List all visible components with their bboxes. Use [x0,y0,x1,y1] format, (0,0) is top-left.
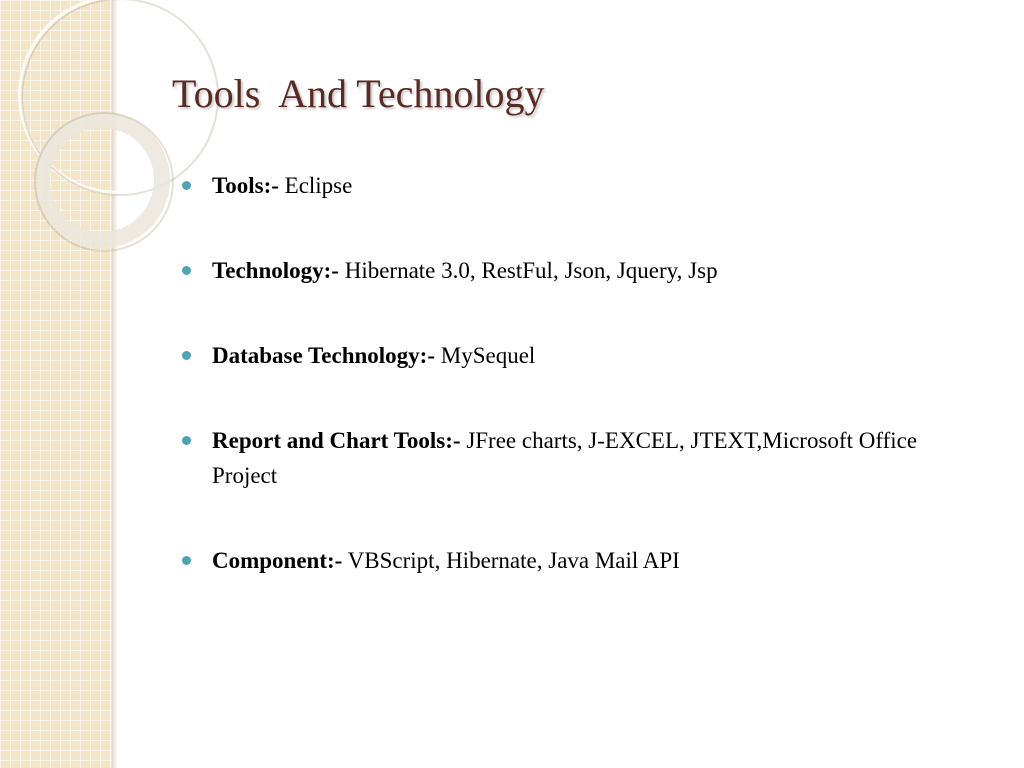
bullet-label: Database Technology:- [212,343,435,368]
small-ring-shadow [35,113,173,251]
bullet-dot-icon [182,266,191,275]
bullet-dot-icon [182,556,191,565]
bullet-text: Eclipse [278,173,353,198]
bullet-list [182,168,962,628]
bullet-label: Technology:- [212,258,339,283]
bullet-text: VBScript, Hibernate, Java Mail API [342,548,680,573]
bullet-text: JFree charts, J-EXCEL, JTEXT,Microsoft Office Project [212,428,918,488]
bullet-item-database [182,338,962,373]
bullet-label: Tools:- [212,173,279,198]
bullet-item-component [182,543,962,578]
bullet-dot-icon [182,436,191,445]
bullet-text: MySequel [435,343,536,368]
ring-decoration-icon [0,0,140,768]
bullet-dot-icon [182,181,191,190]
bullet-dot-icon [182,351,191,360]
slide-title: Tools And Technology [172,71,545,116]
bullet-label: Report and Chart Tools:- [212,428,461,453]
bullet-item-tools [182,168,962,203]
bullet-item-technology [182,253,962,288]
bullet-item-report-tools [182,423,962,493]
bullet-label: Component:- [212,548,343,573]
small-ring-icon [42,120,162,240]
bullet-text: Hibernate 3.0, RestFul, Json, Jquery, Jsp [338,258,718,283]
